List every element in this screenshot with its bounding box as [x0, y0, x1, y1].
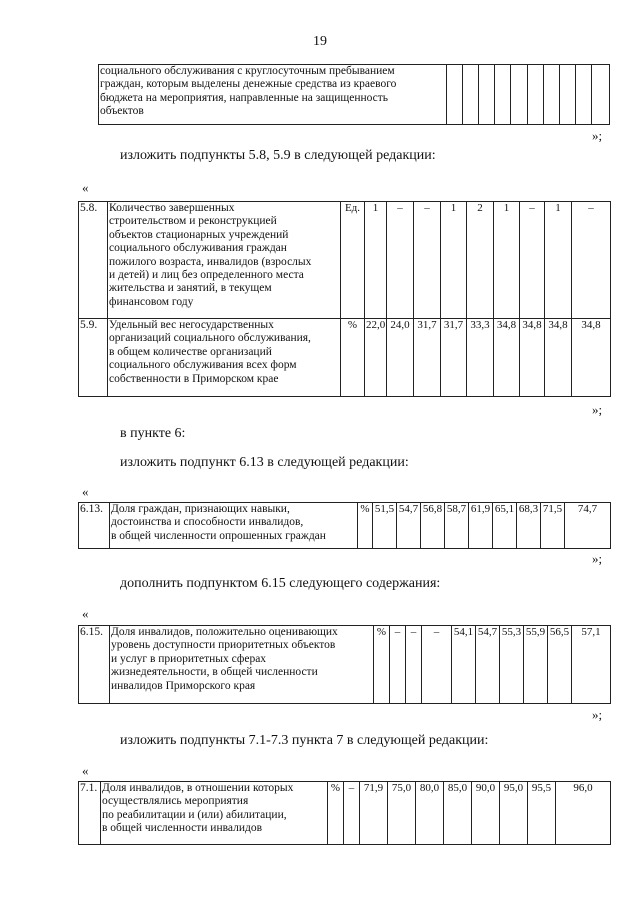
table-cell-description: социального обслуживания с круглосуточным пребыванием граждан, которым выделены денежные средства из краевого бюджета на мероприятия, направленные на защищенность объектов — [99, 65, 447, 125]
value-cell: 71,9 — [360, 782, 388, 845]
value-cell: 24,0 — [387, 319, 414, 397]
value-cell: 34,8 — [572, 319, 611, 397]
unit-cell: % — [374, 626, 390, 704]
value-cell: 75,0 — [388, 782, 416, 845]
closing-quote: »; — [592, 551, 603, 566]
value-cell: 54,1 — [452, 626, 476, 704]
value-cell: 80,0 — [416, 782, 444, 845]
paragraph: изложить подпункты 7.1-7.3 пункта 7 в следующей редакции: — [120, 733, 489, 748]
page-number: 19 — [313, 34, 327, 49]
row-number: 6.15. — [79, 626, 110, 704]
value-cell: 34,8 — [520, 319, 545, 397]
paragraph: дополнить подпунктом 6.15 следующего содержания: — [120, 576, 441, 591]
opening-quote: « — [82, 763, 89, 778]
row-description: Количество завершенных строительством и реконструкцией объектов стационарных учреждений социального обслуживания граждан пожилого возраста, инвалидов (взрослых и детей) и лиц без определенного места жительства и занятий, в текущем финансовом году — [108, 202, 341, 319]
value-cell: 51,5 — [373, 503, 397, 549]
value-cell: 1 — [494, 202, 520, 319]
value-cell: 58,7 — [445, 503, 469, 549]
value-cell: 61,9 — [469, 503, 493, 549]
value-cell: 95,0 — [500, 782, 528, 845]
value-cell: – — [390, 626, 406, 704]
opening-quote: « — [82, 606, 89, 621]
value-cell: – — [520, 202, 545, 319]
value-cell: 90,0 — [472, 782, 500, 845]
value-cell: 1 — [441, 202, 467, 319]
value-cell: 54,7 — [476, 626, 500, 704]
value-cell: 95,5 — [528, 782, 556, 845]
table-7-1 — [78, 781, 611, 845]
opening-quote: « — [82, 484, 89, 499]
paragraph: в пункте 6: — [120, 426, 186, 441]
value-cell: 34,8 — [494, 319, 520, 397]
value-cell: – — [344, 782, 360, 845]
value-cell: 71,5 — [541, 503, 565, 549]
closing-quote: »; — [592, 402, 603, 417]
paragraph: изложить подпункты 5.8, 5.9 в следующей редакции: — [120, 148, 436, 163]
value-cell: 56,8 — [421, 503, 445, 549]
value-cell: 56,5 — [548, 626, 572, 704]
value-cell: 31,7 — [414, 319, 441, 397]
table-5-8-5-9 — [78, 201, 611, 397]
value-cell: 31,7 — [441, 319, 467, 397]
table-row — [79, 782, 611, 845]
value-cell: 22,0 — [365, 319, 387, 397]
value-cell: 34,8 — [545, 319, 572, 397]
opening-quote: « — [82, 180, 89, 195]
value-cell: – — [387, 202, 414, 319]
closing-quote: »; — [592, 707, 603, 722]
table-row — [79, 503, 611, 549]
table-row — [79, 202, 611, 319]
row-description: Доля инвалидов, в отношении которых осуществлялись мероприятия по реабилитации и (или) абилитации, в общей численности инвалидов — [101, 782, 328, 845]
value-cell: 54,7 — [397, 503, 421, 549]
value-cell: – — [414, 202, 441, 319]
table-6-15 — [78, 625, 611, 704]
value-cell: 33,3 — [467, 319, 494, 397]
table-row — [79, 626, 611, 704]
value-cell: 85,0 — [444, 782, 472, 845]
unit-cell: % — [328, 782, 344, 845]
value-cell: 2 — [467, 202, 494, 319]
value-cell: 57,1 — [572, 626, 611, 704]
row-number: 5.8. — [79, 202, 108, 319]
closing-quote: »; — [592, 128, 603, 143]
row-description: Удельный вес негосударственных организаций социального обслуживания, в общем количестве организаций социального обслуживания всех форм собственности в Приморском крае — [108, 319, 341, 397]
value-cell: – — [572, 202, 611, 319]
value-cell: 1 — [365, 202, 387, 319]
value-cell: 1 — [545, 202, 572, 319]
row-number: 6.13. — [79, 503, 110, 549]
table-6-13 — [78, 502, 611, 549]
value-cell: 68,3 — [517, 503, 541, 549]
value-cell: – — [406, 626, 422, 704]
row-description: Доля граждан, признающих навыки, достоинства и способности инвалидов, в общей численности опрошенных граждан — [110, 503, 358, 549]
table-continuation — [98, 64, 610, 125]
value-cell: 55,3 — [500, 626, 524, 704]
row-number: 7.1. — [79, 782, 101, 845]
value-cell: 55,9 — [524, 626, 548, 704]
value-cell: 74,7 — [565, 503, 611, 549]
value-cell: – — [422, 626, 452, 704]
unit-cell: Ед. — [341, 202, 365, 319]
row-description: Доля инвалидов, положительно оценивающих уровень доступности приоритетных объектов и услуг в приоритетных сферах жизнедеятельности, в общей численности инвалидов Приморского края — [110, 626, 374, 704]
paragraph: изложить подпункт 6.13 в следующей редакции: — [120, 455, 409, 470]
value-cell: 65,1 — [493, 503, 517, 549]
row-number: 5.9. — [79, 319, 108, 397]
unit-cell: % — [358, 503, 373, 549]
table-row — [79, 319, 611, 397]
unit-cell: % — [341, 319, 365, 397]
value-cell: 96,0 — [556, 782, 611, 845]
